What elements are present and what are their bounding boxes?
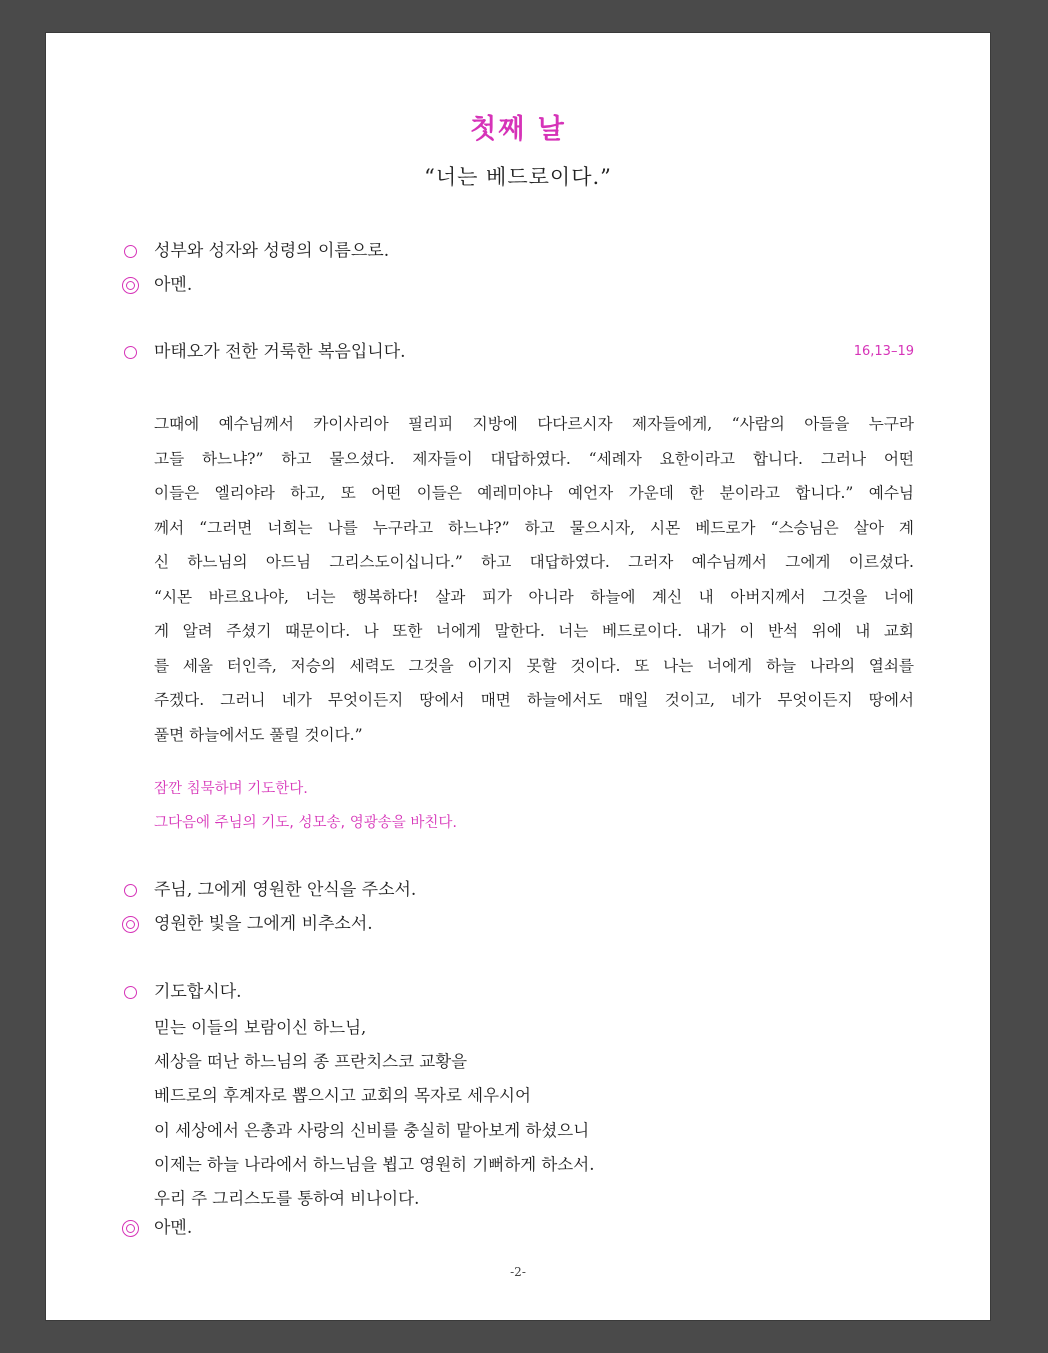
gospel-line: 이들은 엘리야라 하고, 또 어떤 이들은 예레미야나 예언자 가운데 한 분이라고 합니다.” 예수님 (154, 484, 914, 502)
prayer-line: 이제는 하늘 나라에서 하느님을 뵙고 영원히 기뻐하게 하소서. (154, 1154, 595, 1174)
single-circle-icon (120, 875, 140, 905)
document-page (46, 33, 990, 1320)
gospel-line: 주겠다. 그러니 네가 무엇이든지 땅에서 매면 하늘에서도 매일 것이고, 네가 무엇이든지 땅에서 (154, 691, 914, 709)
gospel-line: 고들 하느냐?” 하고 물으셨다. 제자들이 대답하였다. “세례자 요한이라고 합니다. 그러나 어떤 (154, 449, 914, 468)
prayer-line: 세상을 떠난 하느님의 종 프란치스코 교황을 (154, 1052, 468, 1072)
page-subtitle: “너는 베드로이다.” (424, 165, 612, 189)
single-circle-icon (120, 337, 140, 367)
prayer-line: 믿는 이들의 보람이신 하느님, (154, 1018, 367, 1037)
double-circle-icon (120, 270, 140, 300)
responsory-response: 영원한 빛을 그에게 비추소서. (154, 914, 373, 934)
rubric-silence: 잠깐 침묵하며 기도한다. (154, 781, 308, 797)
gospel-line: 게 알려 주셨기 때문이다. 나 또한 너에게 말한다. 너는 베드로이다. 내가 이 반석 위에 내 교회 (154, 622, 914, 640)
gospel-reference: 16,13–19 (853, 344, 914, 359)
prayer-line: 우리 주 그리스도를 통하여 비나이다. (154, 1188, 420, 1208)
gospel-line: 풀면 하늘에서도 풀릴 것이다.” (154, 725, 363, 744)
prayer-response-line (46, 1213, 990, 1243)
gospel-body (154, 407, 914, 752)
double-circle-icon (120, 909, 140, 939)
single-circle-icon (120, 977, 140, 1007)
gospel-line: 그때에 예수님께서 카이사리아 필리피 지방에 다다르시자 제자들에게, “사람의 아들을 누구라 (154, 415, 914, 433)
responsory-people-line (46, 909, 990, 939)
opening-text: 성부와 성자와 성령의 이름으로. (154, 241, 390, 261)
page-number: -2- (510, 1265, 526, 1279)
opening-priest-line (46, 236, 990, 266)
opening-response: 아멘. (154, 275, 193, 295)
double-circle-icon (120, 1213, 140, 1243)
single-circle-icon (120, 236, 140, 266)
gospel-line: 를 세울 터인즉, 저승의 세력도 그것을 이기지 못할 것이다. 또 나는 너에게 하늘 나라의 열쇠를 (154, 656, 914, 675)
opening-people-line (46, 270, 990, 300)
prayer-line: 이 세상에서 은총과 사랑의 신비를 충실히 맡아보게 하셨으니 (154, 1120, 590, 1140)
prayer-response: 아멘. (154, 1218, 193, 1238)
gospel-line: “시몬 바르요나야, 너는 행복하다! 살과 피가 아니라 하늘에 계신 내 아버지께서 그것을 너에 (154, 587, 914, 606)
page-title: 첫째 날 (470, 114, 566, 145)
responsory-priest-line (46, 875, 990, 905)
gospel-intro-line (46, 337, 990, 367)
gospel-line: 께서 “그러면 너희는 나를 누구라고 하느냐?” 하고 물으시자, 시몬 베드로가 “스승님은 살아 계 (154, 518, 914, 537)
rubric-prayers: 그다음에 주님의 기도, 성모송, 영광송을 바친다. (154, 815, 458, 831)
prayer-body (154, 1011, 594, 1216)
prayer-intro-line (46, 977, 990, 1007)
prayer-intro: 기도합시다. (154, 982, 242, 1002)
prayer-line: 베드로의 후계자로 뽑으시고 교회의 목자로 세우시어 (154, 1086, 531, 1106)
gospel-line: 신 하느님의 아드님 그리스도이십니다.” 하고 대답하였다. 그러자 예수님께서 그에게 이르셨다. (154, 553, 914, 571)
responsory-text: 주님, 그에게 영원한 안식을 주소서. (154, 880, 417, 900)
gospel-intro-text: 마태오가 전한 거룩한 복음입니다. (154, 342, 406, 362)
